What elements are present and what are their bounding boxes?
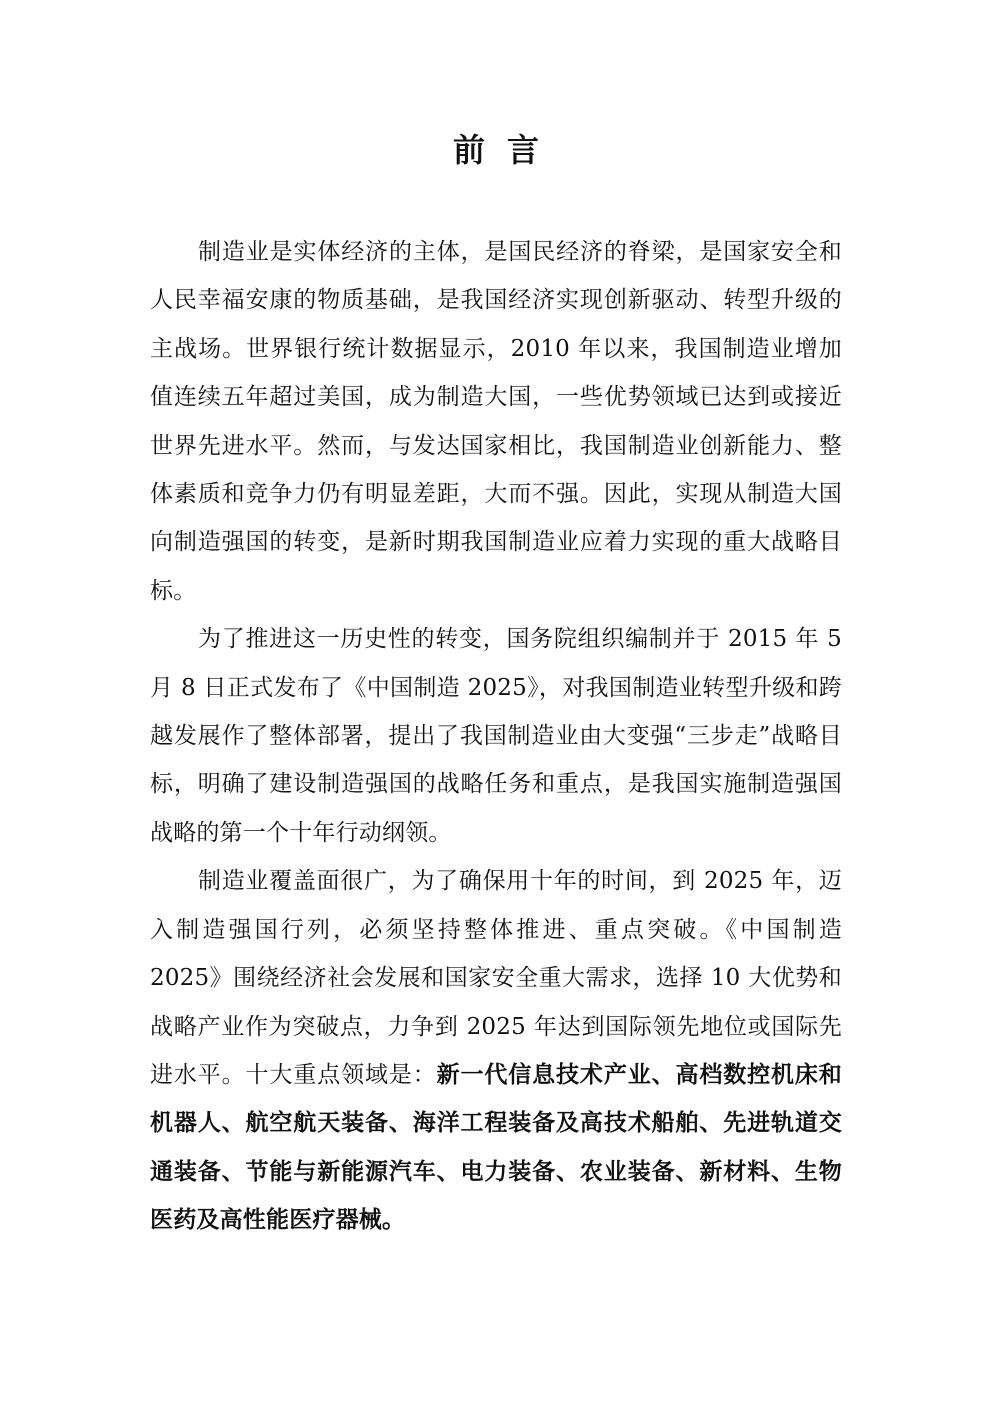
- page-title: 前言: [452, 131, 561, 169]
- key-fields-list: 新一代信息技术产业、高档数控机床和机器人、航空航天装备、海洋工程装备及高技术船舶、先进轨道交通装备、节能与新能源汽车、电力装备、农业装备、新材料、生物医药及高性能医疗器械。: [150, 1061, 842, 1234]
- document-body: [150, 228, 842, 1245]
- paragraph-3: [150, 857, 842, 1244]
- paragraph-2-text: 为了推进这一历史性的转变，国务院组织编制并于 2015 年 5 月 8 日正式发布了《中国制造 2025》，对我国制造业转型升级和跨越发展作了整体部署，提出了我国制造业由大变强“三步走”战略目标，明确了建设制造强国的战略任务和重点，是我国实施制造强国战略的第一个十年行动纲领。: [150, 626, 842, 846]
- paragraph-1-text: 制造业是实体经济的主体，是国民经济的脊梁，是国家安全和人民幸福安康的物质基础，是我国经济实现创新驱动、转型升级的主战场。世界银行统计数据显示，2010 年以来，我国制造业增加值连续五年超过美国，成为制造大国，一些优势领域已达到或接近世界先进水平。然而，与发达国家相比，我国制造业创新能力、整体素质和竞争力仍有明显差距，大而不强。因此，实现从制造大国向制造强国的转变，是新时期我国制造业应着力实现的重大战略目标。: [150, 239, 842, 604]
- paragraph-1: [150, 228, 842, 615]
- paragraph-2: [150, 615, 842, 857]
- paragraph-3-text: 制造业覆盖面很广，为了确保用十年的时间，到 2025 年，迈入制造强国行列，必须坚持整体推进、重点突破。《中国制造 2025》围绕经济社会发展和国家安全重大需求，选择 10 大优势和战略产业作为突破点，力争到 2025 年达到国际领先地位或国际先进水平。十大重点领域是：: [150, 868, 842, 1088]
